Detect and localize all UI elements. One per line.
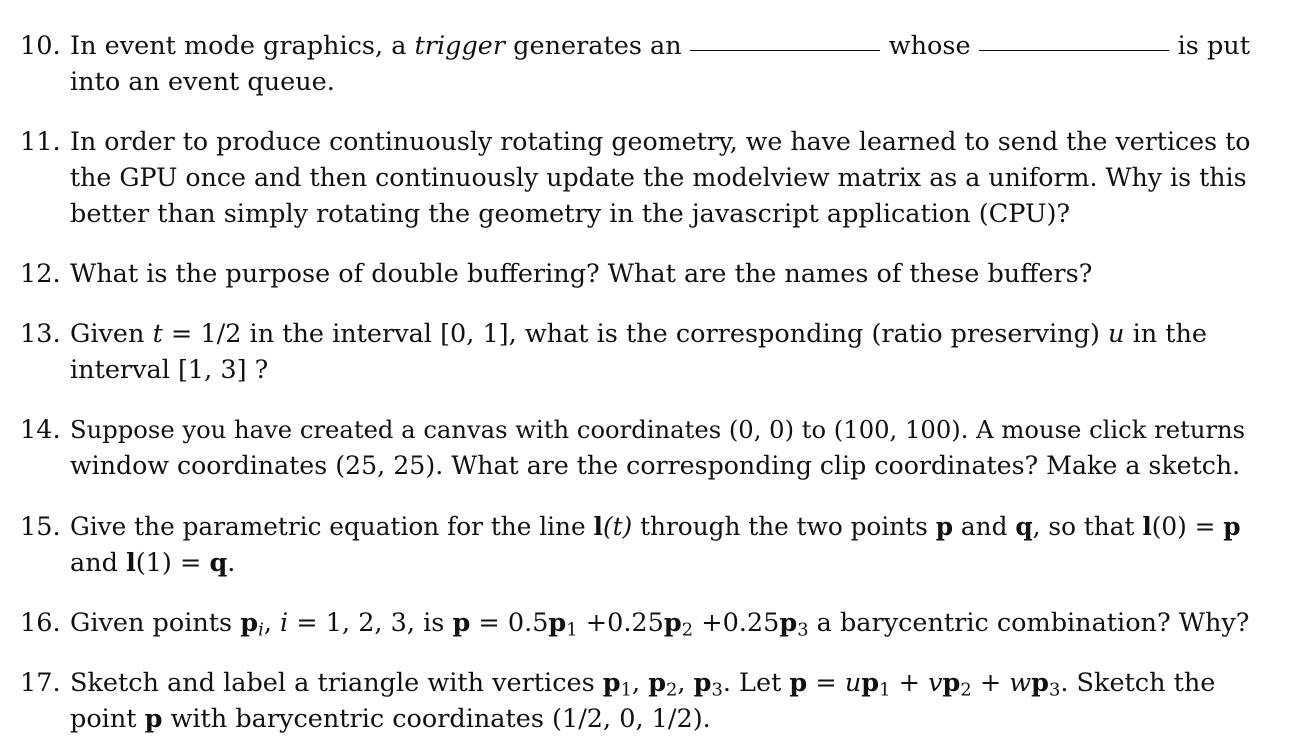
question-text-fragment: 2 (681, 619, 694, 641)
question-text-fragment: whose (888, 31, 971, 61)
question-number: 17. (20, 668, 61, 698)
question-line: the GPU once and then continuously update the modelview matrix as a uniform. Why is this (70, 163, 1247, 192)
question-number: 11. (20, 127, 61, 157)
question-text-fragment: 3 (1048, 679, 1061, 701)
question-text-fragment: p (942, 668, 961, 698)
question-text-fragment: +0.25 (585, 608, 664, 638)
question-text-fragment: p (861, 668, 880, 698)
question-line (70, 701, 711, 737)
question-text-fragment: = (815, 668, 837, 698)
question-text-fragment: 3 (797, 619, 809, 641)
question-text-fragment: Given points (70, 608, 233, 638)
question-number: 14. (20, 415, 61, 445)
question-text-fragment: p (144, 704, 163, 734)
question-text-fragment: u (1108, 319, 1125, 349)
question-line: window coordinates (25, 25). What are the corresponding clip coordinates? Make a sketch. (70, 451, 1241, 480)
question-text-fragment: , so that (1032, 512, 1135, 541)
question-text-fragment: +0.25 (701, 608, 780, 638)
question-text-fragment: p (1031, 668, 1049, 698)
question-number: 15. (20, 512, 61, 542)
question-number: 16. (20, 608, 61, 638)
question-text-fragment: q (1015, 512, 1033, 541)
question-text-fragment: i (258, 619, 264, 641)
question-text-fragment: generates an (513, 31, 682, 61)
question-text-fragment: = 1/2 in the interval [0, 1], what is the corresponding (ratio preserving) (170, 319, 1100, 349)
question-text-fragment: w (1009, 668, 1032, 698)
question-text-fragment: p (779, 608, 798, 638)
question-text-fragment: . Let (722, 668, 782, 698)
question-text-fragment: 3 (711, 679, 723, 701)
question-text-fragment: and (70, 548, 118, 578)
question-line: What is the purpose of double buffering? What are the names of these buffers? (70, 259, 1093, 289)
question-text-fragment: and (960, 512, 1008, 541)
question-text-fragment: . Sketch the (1060, 668, 1216, 698)
question-text-fragment: + (979, 668, 1002, 698)
question-line (70, 509, 1241, 545)
question-text-fragment: + (898, 668, 920, 698)
question-text-fragment: 1 (620, 679, 632, 701)
question-line: In order to produce continuously rotating geometry, we have learned to send the vertices to (70, 127, 1251, 156)
question-text-fragment: v (928, 668, 943, 698)
question-text-fragment: t (152, 319, 163, 349)
question-text-fragment: trigger (414, 31, 506, 61)
question-text-fragment: (0) = (1151, 512, 1216, 541)
question-text-fragment: point (70, 704, 137, 734)
question-text-fragment: (1) = (135, 548, 202, 578)
question-line (70, 316, 1207, 352)
question-text-fragment: . (227, 548, 236, 578)
question-line (70, 605, 1249, 648)
question-text-fragment: , (631, 668, 641, 698)
question-text-fragment: p (789, 668, 808, 698)
question-text-fragment: Give the parametric equation for the line (70, 512, 586, 541)
question-text-fragment: p (935, 512, 954, 541)
question-text-fragment: p (452, 608, 471, 638)
question-text-fragment: p (548, 608, 567, 638)
question-text-fragment: = 1, 2, 3, is (296, 608, 445, 638)
question-text-fragment: p (693, 668, 712, 698)
question-text-fragment: p (602, 668, 621, 698)
question-text-fragment: through the two points (640, 512, 928, 541)
question-number: 13. (20, 319, 61, 349)
question-text-fragment: Given (70, 319, 145, 349)
question-text-fragment: l (1142, 512, 1152, 541)
question-text-fragment: with barycentric coordinates (1/2, 0, 1/2). (170, 704, 711, 734)
question-text-fragment: p (648, 668, 667, 698)
question-text-fragment: 1 (566, 619, 578, 641)
question-text-fragment: u (844, 668, 862, 698)
question-number: 12. (20, 259, 61, 289)
question-text-fragment: = 0.5 (478, 608, 549, 638)
question-text-fragment: q (209, 548, 228, 578)
question-line: interval [1, 3] ? (70, 355, 269, 385)
question-text-fragment: in the (1132, 319, 1208, 349)
question-line (70, 28, 1250, 64)
question-text-fragment: 1 (879, 679, 891, 701)
fill-in-blank (690, 28, 880, 51)
question-line: into an event queue. (70, 67, 335, 97)
question-text-fragment: , (677, 668, 686, 698)
question-line: better than simply rotating the geometry in the javascript application (CPU)? (70, 199, 1071, 229)
question-text-fragment: a barycentric combination? Why? (816, 608, 1250, 638)
question-text-fragment: , (263, 608, 272, 638)
question-text-fragment: In event mode graphics, a (70, 31, 407, 61)
question-text-fragment: (t) (602, 512, 633, 541)
question-text-fragment: i (280, 608, 289, 638)
question-text-fragment: is put (1177, 31, 1250, 61)
question-text-fragment: l (126, 548, 136, 578)
question-text-fragment: Sketch and label a triangle with vertices (70, 668, 595, 698)
question-text-fragment: 2 (666, 679, 678, 701)
question-line: Suppose you have created a canvas with coordinates (0, 0) to (100, 100). A mouse click returns (70, 415, 1246, 444)
fill-in-blank (979, 28, 1169, 51)
question-text-fragment: 2 (960, 679, 972, 701)
question-line (70, 545, 235, 581)
question-text-fragment: p (663, 608, 682, 638)
question-number: 10. (20, 31, 61, 61)
question-text-fragment: p (240, 608, 259, 638)
question-text-fragment: l (593, 512, 603, 541)
question-text-fragment: p (1223, 512, 1241, 541)
